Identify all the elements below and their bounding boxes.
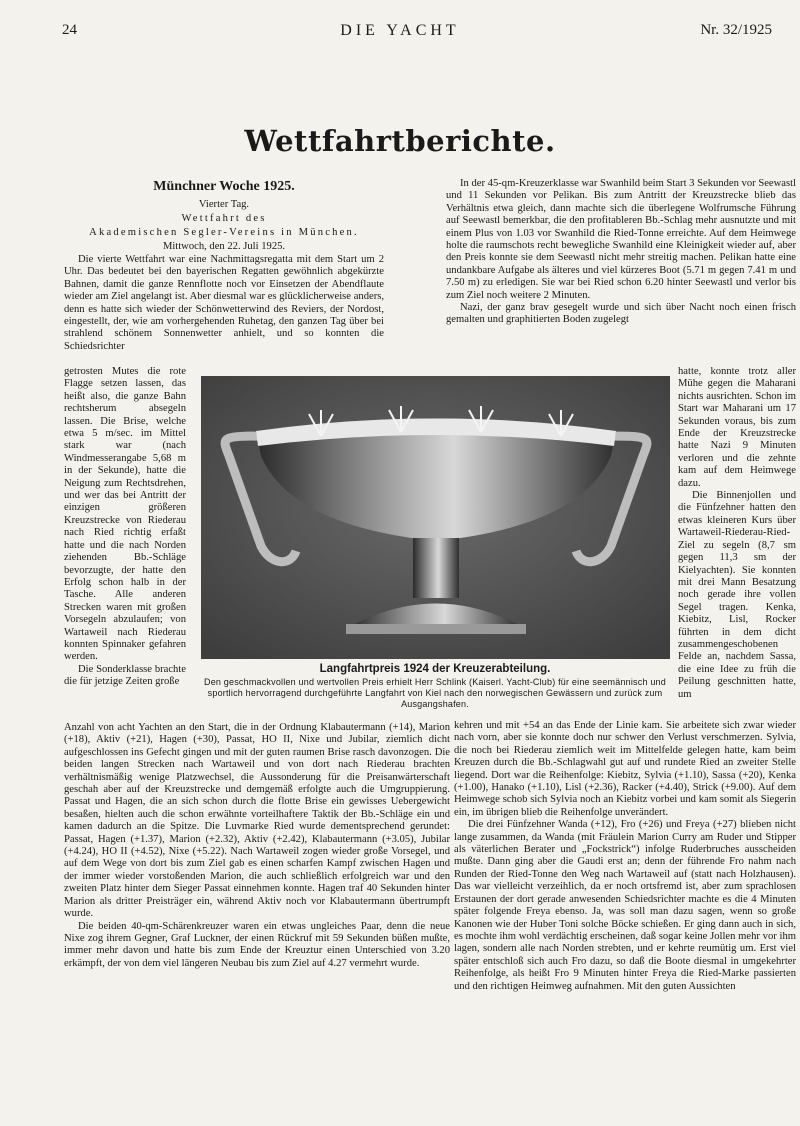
article-bottom-right [454,720,796,993]
journal-title: DIE YACHT [340,22,460,39]
paragraph: getrosten Mutes die rote Flagge setzen lassen, das heißt also, die ganze Bahn rechtsherum absegeln lassen. Die Brise, welche etwa 5 m/sec. im Mittel stark war (nach Windmesserangabe 5,68 m in der Sekunde), hatte die Neigung zum Rechtsdrehen, und wer das bei Antritt der einzigen größeren Kreuzstrecke von Riederau nach Ried richtig erfaßt hatte und die nach Norden ziehenden Bb.-Schläge bevorzugte, der hatte den Erfolg schon halb in der Tasche. Alle anderen Strecken waren mit großen Vorsegeln abzulaufen; von Wartaweil nach Riederau konnten Spinnaker gefahren werden. [64,366,186,663]
paragraph: Nazi, der ganz brav gesegelt wurde und sich über Nacht noch einen frisch gemalten und graphitierten Boden zugelegt [446,302,796,326]
caption-title: Langfahrtpreis 1924 der Kreuzerabteilung. [319,663,551,675]
article-date: Mittwoch, den 22. Juli 1925. [162,241,286,252]
event-line-1: Wettfahrt des [181,213,267,224]
article-subheading: Vierter Tag. [198,199,250,210]
trophy-bowl-image [201,376,670,659]
paragraph: Die drei Fünfzehner Wanda (+12), Fro (+26) und Freya (+27) blieben nicht lange zusammen, da Wanda (mit Fräulein Marion Curry am Ruder und Stipper als väterlichen Berater und „Fockstrick“) infolge Ruderbruches ausscheiden mußte. Dann ging aber die Gaudi erst an; denn der führende Fro nahm nach Runden der Ried-Tonne den Weg nach Wartaweil auf (statt nach Holzhausen). Das war vielleicht verzeihlich, da er noch ortsfremd ist, aber zum sprachlosen Erstaunen der dort gerade anwesenden Schiedsrichter machte es die 4 Minuten später folgende Freya ebenso. Ja, was soll man dazu sagen, wenn so große Kanonen wie der Huber Toni solche Böcke schießen. Er ging dann auch in sich, es mochte ihm wohl verdächtig erscheinen, daß sogar keine Jollen mehr vor ihm lagen, sondern alle nach Norden strebten, und er kehrte reumütig um. Erst viel später entschloß sich auch Fro dazu, so daß die Boote diesmal in umgekehrter Reihenfolge, als heißt Fro 9 Minuten hinter Freya die Ried-Marke passierten und den richtigen Heimweg aufnahmen. Mit den guten Aussichten [454,819,796,992]
paragraph: Die Binnenjollen und die Fünfzehner hatten den etwas kleineren Kurs über Wartaweil-Riederau-Ried-Ziel zu segeln (8,7 sm gegen 11,3 sm der Kielyachten). Sie konnten mit drei Mann Besatzung noch gerade ihre vollen Segel tragen. Kenka, Kiebitz, Lisl, Rocker führten in dem dicht zusammengeschobenen Felde an, nachdem Sassa, die eine Idee zu früh die Peilung geschnitten hatte, um [678,490,796,700]
issue-number: Nr. 32/1925 [700,22,772,38]
event-line-2: Akademischen Segler-Vereins in München. [89,227,359,238]
paragraph: In der 45-qm-Kreuzerklasse war Swanhild beim Start 3 Sekunden vor Seewastl und 11 Sekunden vor Pelikan. Bis zum Antritt der Kreuzstrecke blieb das Verhältnis etwa gleich, dann machte sich die überlegene Wolfrumsche Führung auf Seewastl bemerkbar, die den profitableren Bb.-Schlag mehr ausnutzte und mit einem Plus von 1.03 vor Swanhild die Ried-Tonne erreichte. Auf dem Heimwege holte die raumschots recht bewegliche Swanhild eine Kleinigkeit wieder auf, aber den Preis konnte sie dem Seewastl nicht mehr streitig machen. Pelikan hatte eine undankbare Aufgabe als älteres und viel kürzeres Boot (5.71 m gegen 7.41 m und 7.50 m) zu erledigen. Sie war bei Ried schon 6.20 hinter Seewastl und verlor bis zum Ziel noch weitere 2 Minuten. [446,178,796,301]
page-title: Wettfahrtberichte. [244,124,556,158]
paragraph: hatte, konnte trotz aller Mühe gegen die Maharani nichts ausrichten. Schon im Start war Maharani um 17 Sekunden voraus, bis zum Ende der Kreuzstrecke hatte Nazi 9 Minuten verloren und die zehnte kam auf dem Heimwege dazu. [678,366,796,489]
paragraph: Anzahl von acht Yachten an den Start, die in der Ordnung Klabautermann (+14), Marion (+18), Aktiv (+21), Hagen (+30), Passat, HO II, Nixe und Jubilar, ziemlich dicht aufgeschlossen ins Gefecht gingen und mit der guten raumen Brise rasch davonzogen. Die beiden langen Strecken nach Wartaweil und von dort nach Riederau brachten verhältnismäßig wenige Platzwechsel, die Aussonderung für die Preisanwärterschaft geschah aber auf der Kreuzstrecke und demgemäß erfolgte auch die Umgruppierung. Passat und Hagen, die an sich schon durch die flotte Brise ein gewisses Uebergewicht besaßen, hielten auch die schon erwähnte vorteilhaftere Taktik der Bb.-Schläge ein und kamen dadurch an die Spitze. Die Luvmarke Ried wurde dementsprechend gerundet: Passat, Hagen (+1.37), Marion (+2.32), Aktiv (+2.42), Klabautermann (+3.05), Jubilar (+4.24), HO II (+4.52), Nixe (+5.22). Nach Wartaweil zogen wieder große Vorsegel, und auf dem Wege von dort bis zum Ziel gab es einen scharfen Kampf zwischen Hagen und der immer wieder vorstoßenden Marion, die auch schließlich erfolgreich war und den zweiten Platz hinter dem Sieger Passat einnehmen konnte. Hagen traf 40 Sekunden hinter Marion als dritter Preisträger ein, während Aktiv noch vor Klabautermann übertrumpft wurde. [64,722,450,920]
article-right-top [446,178,796,327]
caption-body: Den geschmackvollen und wertvollen Preis erhielt Herr Schlink (Kaiserl. Yacht-Club) für eine seemännisch und sportlich hervorragend durchgeführte Langfahrt von Kiel nach den norwegischen Gewässern und zurück zum Ausgangshafen. [204,677,666,709]
trophy-photo [201,376,670,659]
paragraph: kehren und mit +54 an das Ende der Linie kam. Sie arbeitete sich zwar wieder nach vorn, aber sie konnte doch nur schwer den Verlust verschmerzen. Sylvia, die noch bei Riederau ziemlich weit im Mittelfelde gelegen hatte, kam beim Kreuzen durch die Bb.-Schlagwahl gut auf und rundete Ried an zweiter Stelle liegend. Dort war die Reihenfolge: Kiebitz, Sylvia (+1.10), Sassa (+20), Kenka (+1.00), Hanako (+1.10), Lisl (+2.36), Racker (+4.40), Strick (+9.00). Auf dem Heimwege schob sich Sylvia noch an Kiebitz vorbei und kam somit als Siegerin ein, im übrigen blieb die Reihenfolge unverändert. [454,720,796,818]
paragraph: Die vierte Wettfahrt war eine Nachmittagsregatta mit dem Start um 2 Uhr. Das bedeutet bei den bayerischen Regatten gewöhnlich abgekürzte Bahnen, damit die ganze Rennflotte noch vor Einsetzen der Abendflaute wieder am Ziel angelangt ist. Aber diesmal war es glücklicherweise anders, denn es hatte sich wieder der Schönwetterwind des Reviers, der Nordost, eingestellt, der, wie am vorhergehenden Ruhetag, den ganzen Tag über bei strahlend schönem Sonnenwetter anhielt, und so konnten die Schiedsrichter [64,254,384,352]
paragraph: Die beiden 40-qm-Schärenkreuzer waren ein etwas ungleiches Paar, denn die neue Nixe zog ihrem Gegner, Graf Luckner, der einen Rückruf mit 59 Sekunden büßen mußte, immer mehr davon und hatte bis zum Ende der Kreuztur einen Unterschied von 3.20 erkämpft, der von dem viel längeren Neubau bis zum Ziel auf 4.27 vermehrt wurde. [64,920,450,969]
figure-caption [196,662,674,710]
article-heading: Münchner Woche 1925. [153,179,295,194]
article-left-top [64,178,384,353]
article-right-wrap [678,366,796,701]
page-number: 24 [62,22,77,38]
paragraph: Die Sonderklasse brachte die für jetzige Zeiten große [64,663,186,688]
article-bottom-left [64,722,450,970]
article-left-wrap [64,366,186,689]
